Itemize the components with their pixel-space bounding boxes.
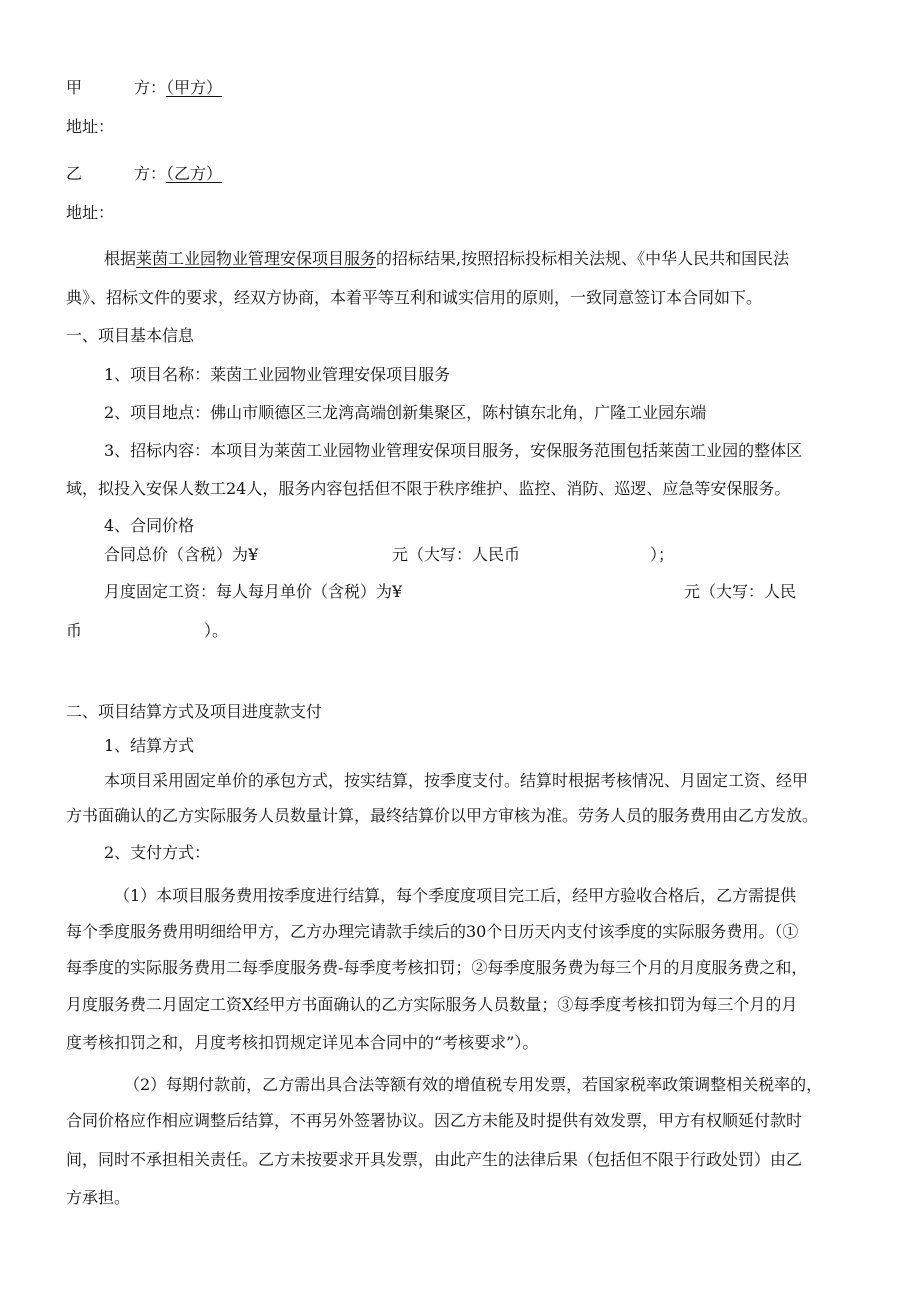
total-price-label: 合同总价（含税）为¥	[104, 545, 259, 564]
party-a-label-right: 方：	[134, 78, 167, 97]
section2-heading: 二、项目结算方式及项目进度款支付	[66, 702, 323, 721]
payment-p1-line-3: 每季度的实际服务费用二每季度服务费-每季度考核扣罚；②每季度服务费为每三个月的月度服务费之和，	[66, 958, 808, 977]
settlement-line-2: 方书面确认的乙方实际服务人员数量计算，最终结算价以甲方审核为准。劳务人员的服务费用由乙方发放。	[66, 806, 819, 825]
intro-project-name: 莱茵工业园物业管理安保项目服务	[136, 249, 377, 268]
section1-heading: 一、项目基本信息	[66, 326, 195, 345]
party-b-value: （乙方）	[166, 164, 223, 183]
section1-item-scope-1: 3、招标内容：本项目为莱茵工业园物业管理安保项目服务，安保服务范围包括莱茵工业园的整体区	[104, 441, 803, 460]
intro-line-2: 典》、招标文件的要求，经双方协商，本着平等互利和诚实信用的原则，一致同意签订本合同如下。	[66, 288, 763, 307]
party-b-label-right: 方：	[134, 164, 167, 183]
payment-p2-line-1: （2）每期付款前，乙方需出具合法等额有效的增值税专用发票，若国家税率政策调整相关税率的，	[124, 1075, 823, 1094]
monthly-price-currency: 币	[66, 621, 83, 640]
party-b-address-label: 地址：	[66, 203, 115, 222]
intro-rest: 的招标结果,按照招标投标相关法规、《中华人民共和国民法	[376, 249, 790, 268]
payment-p1-line-4: 月度服务费二月固定工资X经甲方书面确认的乙方实际服务人员数量；③每季度考核扣罚为每三个月的月	[66, 995, 798, 1014]
section2-settlement-heading: 1、结算方式	[104, 736, 195, 755]
party-a-label-left: 甲	[66, 78, 83, 97]
section1-item-price: 4、合同价格	[104, 516, 195, 535]
section1-item-name: 1、项目名称：莱茵工业园物业管理安保项目服务	[104, 365, 451, 384]
party-b-label-left: 乙	[66, 164, 83, 183]
settlement-line-1: 本项目采用固定单价的承包方式，按实结算，按季度支付。结算时根据考核情况、月固定工资、经甲	[104, 771, 809, 790]
payment-p2-line-4: 方承担。	[66, 1188, 131, 1207]
intro-line-1	[104, 249, 789, 269]
payment-p2-line-2: 合同价格应作相应调整后结算，不再另外签署协议。因乙方未能及时提供有效发票，甲方有权顺延付款时	[66, 1111, 803, 1130]
payment-p2-line-3: 间，同时不承担相关责任。乙方未按要求开具发票，由此产生的法律后果（包括但不限于行政处罚）由乙	[66, 1150, 803, 1169]
payment-p1-line-2: 每个季度服务费用明细给甲方，乙方办理完请款手续后的30个日历天内支付该季度的实际服务费用。（①	[66, 922, 799, 941]
monthly-price-words-label: 元（大写：人民	[684, 582, 797, 601]
total-price-words-label: 元（大写：人民币	[392, 545, 521, 564]
intro-prefix: 根据	[104, 249, 137, 268]
section2-payment-heading: 2、支付方式：	[104, 843, 211, 862]
party-b-line	[66, 164, 222, 184]
party-a-line	[66, 78, 222, 98]
monthly-price-label: 月度固定工资：每人每月单价（含税）为¥	[104, 582, 403, 601]
payment-p1-line-5: 度考核扣罚之和，月度考核扣罚规定详见本合同中的“考核要求”）。	[66, 1033, 539, 1052]
monthly-price-close: ）。	[204, 621, 229, 640]
section1-item-location: 2、项目地点：佛山市顺德区三龙湾高端创新集聚区，陈村镇东北角，广隆工业园东端	[104, 403, 707, 422]
party-a-value: （甲方）	[166, 78, 223, 97]
section1-item-scope-2: 域，拟投入安保人数工24人，服务内容包括但不限于秩序维护、监控、消防、巡逻、应急等安保服务。	[66, 479, 791, 498]
payment-p1-line-1: （1）本项目服务费用按季度进行结算，每个季度度项目完工后，经甲方验收合格后，乙方需提供	[114, 886, 797, 905]
party-a-address-label: 地址：	[66, 117, 115, 136]
total-price-close: ）；	[650, 545, 675, 564]
